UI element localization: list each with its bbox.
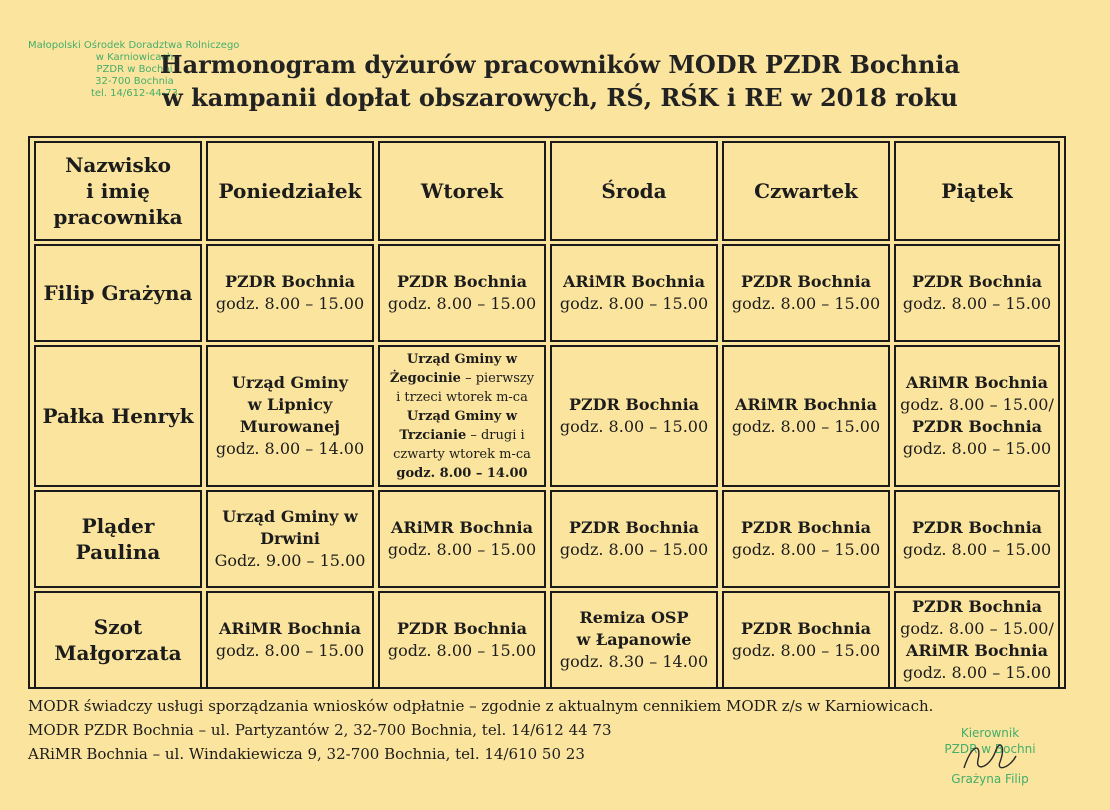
cell-place: w Łapanowie	[576, 630, 692, 649]
cell-place: PZDR Bochnia	[911, 597, 1043, 616]
title-line-1: Harmonogram dyżurów pracowników MODR PZDR Bochnia	[159, 50, 961, 79]
cell-place: w Lipnicy	[247, 395, 333, 414]
header-tuesday: Wtorek	[378, 141, 546, 241]
header-name-line-1: Nazwisko	[65, 153, 171, 177]
cell-place: ARiMR Bochnia	[218, 619, 361, 638]
cell-tuesday	[378, 490, 546, 588]
cell-monday	[206, 490, 374, 588]
cell-hours: godz. 8.00 – 15.00	[731, 294, 881, 313]
cell-thursday	[722, 591, 890, 689]
cell-hours: godz. 8.00 – 15.00	[215, 641, 365, 660]
cell-place: PZDR Bochnia	[740, 272, 872, 291]
employee-firstname: Małgorzata	[54, 641, 182, 665]
employee-surname: Pląder	[81, 514, 155, 538]
cell-place: ARiMR Bochnia	[562, 272, 705, 291]
cell-place: Drwini	[260, 529, 320, 548]
cell-hours: godz. 8.00 – 15.00	[215, 294, 365, 313]
handwritten-signature-icon	[960, 738, 1020, 778]
header-monday: Poniedziałek	[206, 141, 374, 241]
cell-hours: godz. 8.00 – 15.00	[559, 417, 709, 436]
cell-place: PZDR Bochnia	[224, 272, 356, 291]
cell-wednesday	[550, 591, 718, 689]
footer-line-1: MODR świadczy usługi sporządzania wniosków odpłatnie – zgodnie z aktualnym cennikiem MODR z/s w Karniowicach.	[28, 697, 934, 715]
employee-name	[34, 490, 202, 588]
cell-place: PZDR Bochnia	[568, 518, 700, 537]
stamp-line-5: tel. 14/612-44-73	[90, 88, 179, 99]
cell-place: PZDR Bochnia	[740, 518, 872, 537]
cell-place: Trzcianie	[399, 427, 467, 443]
employee-name: Pałka Henryk	[34, 345, 202, 487]
table-row	[34, 244, 1060, 342]
header-row	[34, 141, 1060, 241]
cell-hours: godz. 8.00 – 15.00	[902, 439, 1052, 458]
cell-friday	[894, 345, 1060, 487]
stamp-line-4: 32-700 Bochnia	[95, 76, 174, 87]
signature-role: Kierownik	[960, 726, 1020, 740]
cell-place: ARiMR Bochnia	[905, 373, 1048, 392]
cell-hours: godz. 8.00 – 15.00	[902, 294, 1052, 313]
cell-place: ARiMR Bochnia	[905, 641, 1048, 660]
title-line-2: w kampanii dopłat obszarowych, RŚ, RŚK i RE w 2018 roku	[162, 83, 958, 112]
cell-wednesday	[550, 345, 718, 487]
cell-friday	[894, 244, 1060, 342]
cell-place: PZDR Bochnia	[396, 619, 528, 638]
cell-place: PZDR Bochnia	[911, 518, 1043, 537]
header-name-line-2: i imię	[86, 179, 150, 203]
cell-hours: godz. 8.00 – 15.00	[731, 540, 881, 559]
cell-hours: godz. 8.00 – 15.00	[387, 294, 537, 313]
cell-wednesday	[550, 244, 718, 342]
cell-place: PZDR Bochnia	[740, 619, 872, 638]
header-thursday: Czwartek	[722, 141, 890, 241]
cell-hours: godz. 8.00 – 15.00	[387, 641, 537, 660]
header-friday: Piątek	[894, 141, 1060, 241]
schedule-table	[30, 138, 1064, 692]
cell-place: ARiMR Bochnia	[734, 395, 877, 414]
cell-place: Urząd Gminy w	[222, 507, 358, 526]
header-name-line-3: pracownika	[53, 205, 183, 229]
cell-friday	[894, 591, 1060, 689]
cell-note: – drugi i	[466, 427, 525, 443]
footer-line-2: MODR PZDR Bochnia – ul. Partyzantów 2, 32-700 Bochnia, tel. 14/612 44 73	[28, 721, 612, 739]
cell-place: ARiMR Bochnia	[390, 518, 533, 537]
header-name	[34, 141, 202, 241]
stamp-line-1: Małopolski Ośrodek Doradztwa Rolniczego	[28, 40, 240, 51]
table-row	[34, 591, 1060, 689]
cell-wednesday	[550, 490, 718, 588]
stamp-line-2: w Karniowicach	[95, 52, 174, 63]
header-wednesday: Środa	[550, 141, 718, 241]
cell-thursday	[722, 244, 890, 342]
cell-hours: godz. 8.30 – 14.00	[559, 652, 709, 671]
cell-place: Żegocinie	[389, 370, 461, 386]
cell-monday	[206, 244, 374, 342]
cell-thursday	[722, 345, 890, 487]
cell-place: PZDR Bochnia	[396, 272, 528, 291]
cell-place: PZDR Bochnia	[568, 395, 700, 414]
cell-place: Remiza OSP	[579, 608, 689, 627]
cell-hours: godz. 8.00 – 14.00	[215, 439, 365, 458]
cell-place: Murowanej	[239, 417, 341, 436]
cell-thursday	[722, 490, 890, 588]
cell-note: czwarty wtorek m-ca	[393, 446, 531, 462]
signature-name: Grażyna Filip	[951, 772, 1029, 786]
cell-hours: godz. 8.00 – 15.00	[731, 641, 881, 660]
cell-monday	[206, 345, 374, 487]
document-title	[120, 48, 1000, 114]
cell-hours: godz. 8.00 – 15.00/	[900, 395, 1054, 414]
cell-place: PZDR Bochnia	[911, 272, 1043, 291]
table-row	[34, 490, 1060, 588]
stamp-line-3: PZDR w Bochni	[96, 64, 173, 75]
schedule-table-frame	[28, 136, 1066, 689]
cell-place: Urząd Gminy w	[406, 351, 518, 367]
employee-name	[34, 591, 202, 689]
cell-note: i trzeci wtorek m-ca	[396, 389, 528, 405]
employee-name: Filip Grażyna	[34, 244, 202, 342]
cell-tuesday	[378, 345, 546, 487]
cell-hours: godz. 8.00 – 15.00	[902, 540, 1052, 559]
cell-hours: godz. 8.00 – 15.00	[559, 540, 709, 559]
employee-surname: Szot	[93, 615, 143, 639]
employee-firstname: Paulina	[75, 540, 161, 564]
cell-note: – pierwszy	[460, 370, 535, 386]
cell-hours: godz. 8.00 – 15.00	[387, 540, 537, 559]
cell-hours: godz. 8.00 – 15.00	[902, 663, 1052, 682]
table-row	[34, 345, 1060, 487]
cell-hours: godz. 8.00 – 14.00	[396, 465, 528, 481]
cell-hours: godz. 8.00 – 15.00	[731, 417, 881, 436]
cell-hours: Godz. 9.00 – 15.00	[214, 551, 366, 570]
footer-notes	[28, 694, 1028, 766]
signature-unit: PZDR w Bochni	[944, 742, 1036, 756]
cell-place: Urząd Gminy w	[406, 408, 518, 424]
cell-hours: godz. 8.00 – 15.00/	[900, 619, 1054, 638]
footer-line-3: ARiMR Bochnia – ul. Windakiewicza 9, 32-700 Bochnia, tel. 14/610 50 23	[28, 745, 585, 763]
cell-monday	[206, 591, 374, 689]
cell-tuesday	[378, 244, 546, 342]
cell-place: Urząd Gminy	[231, 373, 349, 392]
cell-friday	[894, 490, 1060, 588]
cell-hours: godz. 8.00 – 15.00	[559, 294, 709, 313]
cell-place: PZDR Bochnia	[911, 417, 1043, 436]
cell-tuesday	[378, 591, 546, 689]
